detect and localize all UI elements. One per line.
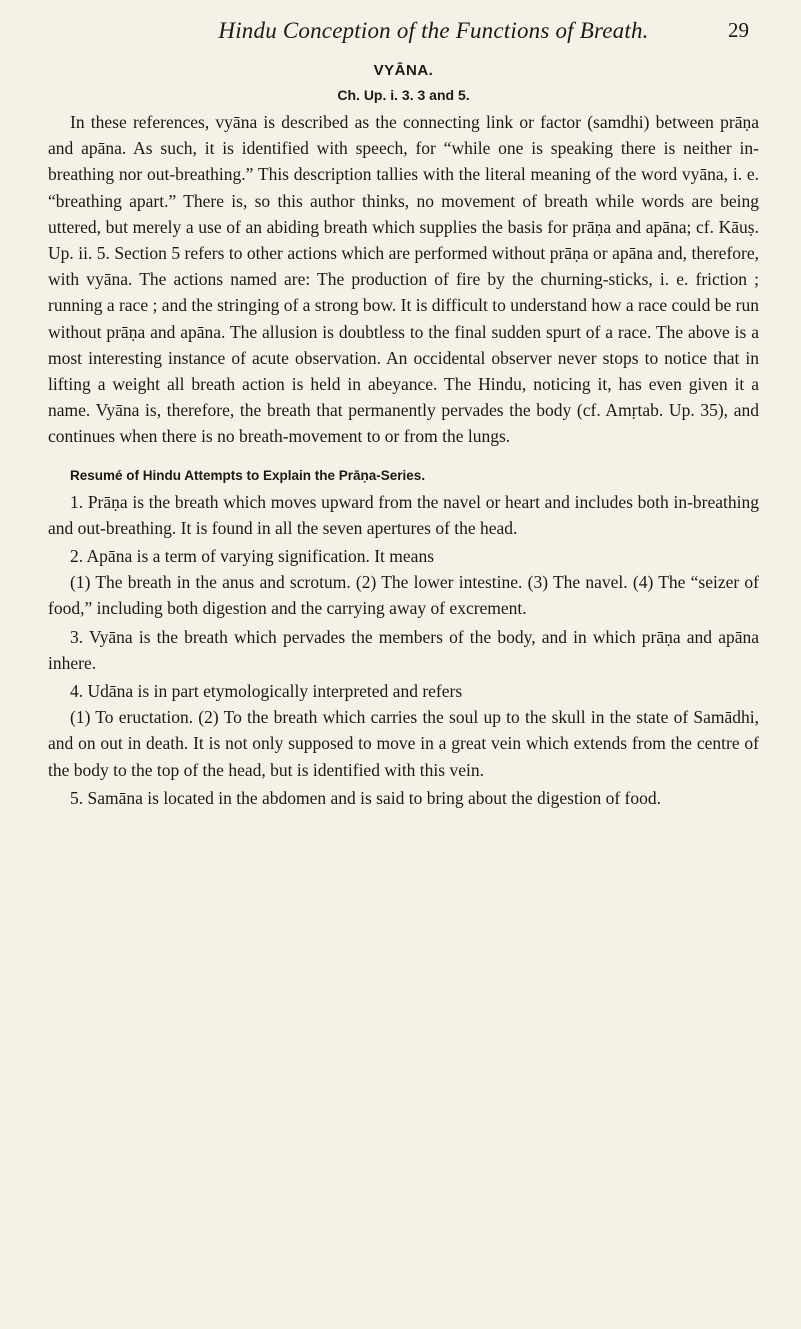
resume-heading: Resumé of Hindu Attempts to Explain the Prāṇa-Series. [70, 467, 426, 483]
section-heading: VYĀNA. [373, 62, 434, 79]
running-title: Hindu Conception of the Functions of Breath. [218, 18, 649, 43]
section-reference: Ch. Up. i. 3. 3 and 5. [337, 87, 470, 103]
resume-item-apana-meanings: (1) The breath in the anus and scrotum. (2) The lower intestine. (3) The navel. (4) The “seizer of food,” including both digestion and the carrying away of excrement. [48, 572, 759, 619]
resume-item-udana: 4. Udāna is in part etymologically interpreted and refers [70, 681, 463, 702]
page-number: 29 [728, 18, 749, 42]
running-head [48, 18, 759, 50]
resume-item-udana-meanings: (1) To eructation. (2) To the breath which carries the soul up to the skull in the state of Samādhi, and on out in death. It is not only supposed to move in a great vein which extends from the centre of the body to the top of the head, but is identified with this vein. [48, 707, 759, 780]
resume-item-vyana: 3. Vyāna is the breath which pervades the members of the body, and in which prāṇa and apāna inhere. [48, 626, 759, 673]
main-paragraph: In these references, vyāna is described as the connecting link or factor (samdhi) between prāṇa and apāna. As such, it is identified with speech, for “while one is speaking there is neither in-breathing nor out-breathing.” This description tallies with the literal meaning of the word vyāna, i. e. “breathing apart.” There is, so this author thinks, no movement of breath while words are being uttered, but merely a use of an abiding breath which supplies the basis for prāṇa and apāna; cf. Kāuṣ. Up. ii. 5. Section 5 refers to other actions which are performed without prāṇa or apāna and, therefore, with vyāna. The actions named are: The production of fire by the churning-sticks, i. e. friction ; running a race ; and the stringing of a strong bow. It is difficult to understand how a race could be run without prāṇa and apāna. The allusion is doubtless to the final sudden spurt of a race. The above is a most interesting instance of acute observation. An occidental observer never stops to notice that in lifting a weight all breath action is held in abeyance. The Hindu, noticing it, has even given it a name. Vyāna is, therefore, the breath that permanently pervades the body (cf. Amṛtab. Up. 35), and continues when there is no breath-movement to or from the lungs. [48, 112, 759, 447]
resume-item-samana: 5. Samāna is located in the abdomen and is said to bring about the digestion of food. [70, 787, 661, 808]
resume-list [48, 489, 759, 811]
resume-item-apana: 2. Apāna is a term of varying signification. It means [70, 546, 435, 567]
resume-item-prana: 1. Prāṇa is the breath which moves upward from the navel or heart and includes both in-breathing and out-breathing. It is found in all the seven apertures of the head. [48, 491, 759, 538]
